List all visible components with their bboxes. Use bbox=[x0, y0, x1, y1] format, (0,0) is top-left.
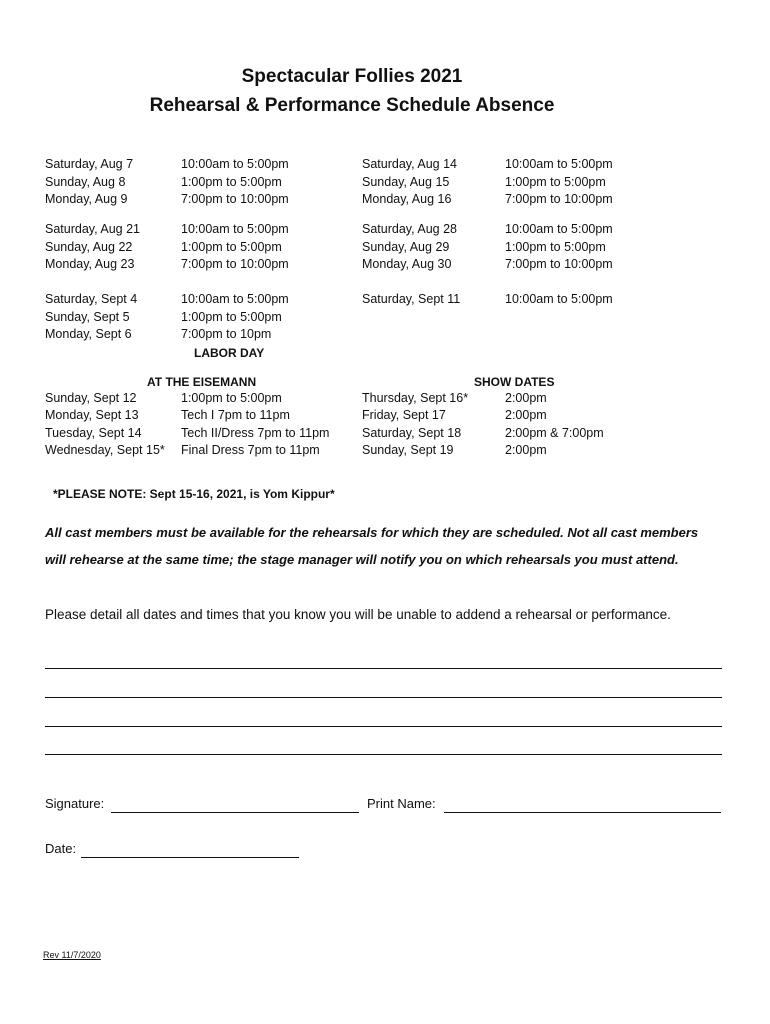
signature-field[interactable] bbox=[111, 812, 359, 813]
schedule-day: Saturday, Sept 11 bbox=[362, 292, 461, 306]
schedule-day: Sunday, Sept 5 bbox=[45, 310, 130, 324]
show-time: 2:00pm & 7:00pm bbox=[505, 426, 604, 440]
schedule-time: 10:00am to 5:00pm bbox=[181, 222, 289, 236]
eisemann-time: 1:00pm to 5:00pm bbox=[181, 391, 282, 405]
schedule-day: Sunday, Aug 15 bbox=[362, 175, 450, 189]
schedule-day: Saturday, Sept 4 bbox=[45, 292, 138, 306]
show-day: Sunday, Sept 19 bbox=[362, 443, 454, 457]
schedule-time: 10:00am to 5:00pm bbox=[505, 222, 613, 236]
schedule-time: 1:00pm to 5:00pm bbox=[181, 310, 282, 324]
schedule-day: Monday, Aug 16 bbox=[362, 192, 452, 206]
absence-entry-line[interactable] bbox=[45, 754, 722, 755]
absence-entry-line[interactable] bbox=[45, 726, 722, 727]
schedule-day: Sunday, Aug 29 bbox=[362, 240, 450, 254]
absence-entry-line[interactable] bbox=[45, 668, 722, 669]
schedule-day: Monday, Aug 9 bbox=[45, 192, 128, 206]
show-time: 2:00pm bbox=[505, 408, 547, 422]
schedule-day: Sunday, Aug 8 bbox=[45, 175, 126, 189]
yom-kippur-note: *PLEASE NOTE: Sept 15-16, 2021, is Yom Kippur* bbox=[53, 487, 335, 501]
schedule-time: 7:00pm to 10:00pm bbox=[505, 257, 613, 271]
signature-label: Signature: bbox=[45, 796, 105, 811]
schedule-day: Monday, Aug 23 bbox=[45, 257, 135, 271]
eisemann-time: Tech I 7pm to 11pm bbox=[181, 408, 290, 422]
schedule-day: Sunday, Aug 22 bbox=[45, 240, 133, 254]
show-day: Saturday, Sept 18 bbox=[362, 426, 462, 440]
page-subtitle: Rehearsal & Performance Schedule Absence bbox=[149, 95, 555, 116]
schedule-day: Saturday, Aug 28 bbox=[362, 222, 457, 236]
schedule-time: 7:00pm to 10pm bbox=[181, 327, 272, 341]
schedule-time: 1:00pm to 5:00pm bbox=[505, 175, 606, 189]
show-time: 2:00pm bbox=[505, 391, 547, 405]
schedule-day: Saturday, Aug 21 bbox=[45, 222, 140, 236]
show-day: Friday, Sept 17 bbox=[362, 408, 446, 422]
date-label: Date: bbox=[45, 841, 77, 856]
schedule-time: 1:00pm to 5:00pm bbox=[505, 240, 606, 254]
schedule-time: 10:00am to 5:00pm bbox=[181, 157, 289, 171]
show-time: 2:00pm bbox=[505, 443, 547, 457]
eisemann-header: AT THE EISEMANN bbox=[147, 375, 257, 389]
eisemann-day: Tuesday, Sept 14 bbox=[45, 426, 142, 440]
instruction-text: Please detail all dates and times that you know you will be unable to addend a rehearsal or performance. bbox=[45, 607, 671, 622]
print-name-field[interactable] bbox=[444, 812, 721, 813]
print-name-label: Print Name: bbox=[367, 796, 436, 811]
schedule-time: 10:00am to 5:00pm bbox=[505, 157, 613, 171]
eisemann-day: Wednesday, Sept 15* bbox=[45, 443, 165, 457]
page-title: Spectacular Follies 2021 bbox=[241, 66, 463, 87]
schedule-time: 7:00pm to 10:00pm bbox=[181, 257, 289, 271]
show-day: Thursday, Sept 16* bbox=[362, 391, 469, 405]
absence-entry-line[interactable] bbox=[45, 697, 722, 698]
availability-text-line1: All cast members must be available for the rehearsals for which they are scheduled. Not all cast members bbox=[45, 525, 699, 540]
date-field[interactable] bbox=[81, 857, 299, 858]
schedule-time: 10:00am to 5:00pm bbox=[505, 292, 613, 306]
schedule-day: Monday, Sept 6 bbox=[45, 327, 132, 341]
schedule-time: 7:00pm to 10:00pm bbox=[505, 192, 613, 206]
availability-text-line2: will rehearse at the same time; the stage manager will notify you on which rehearsals you must attend. bbox=[45, 552, 679, 567]
eisemann-day: Monday, Sept 13 bbox=[45, 408, 139, 422]
schedule-time: 7:00pm to 10:00pm bbox=[181, 192, 289, 206]
schedule-time: 1:00pm to 5:00pm bbox=[181, 240, 282, 254]
schedule-day: Monday, Aug 30 bbox=[362, 257, 452, 271]
schedule-day: Saturday, Aug 14 bbox=[362, 157, 457, 171]
schedule-day: Saturday, Aug 7 bbox=[45, 157, 134, 171]
show-dates-header: SHOW DATES bbox=[474, 375, 555, 389]
eisemann-time: Tech II/Dress 7pm to 11pm bbox=[181, 426, 330, 440]
revision-label: Rev 11/7/2020 bbox=[43, 950, 101, 960]
eisemann-day: Sunday, Sept 12 bbox=[45, 391, 137, 405]
schedule-time: 1:00pm to 5:00pm bbox=[181, 175, 282, 189]
eisemann-time: Final Dress 7pm to 11pm bbox=[181, 443, 320, 457]
schedule-time: 10:00am to 5:00pm bbox=[181, 292, 289, 306]
labor-day-label: LABOR DAY bbox=[194, 346, 265, 360]
